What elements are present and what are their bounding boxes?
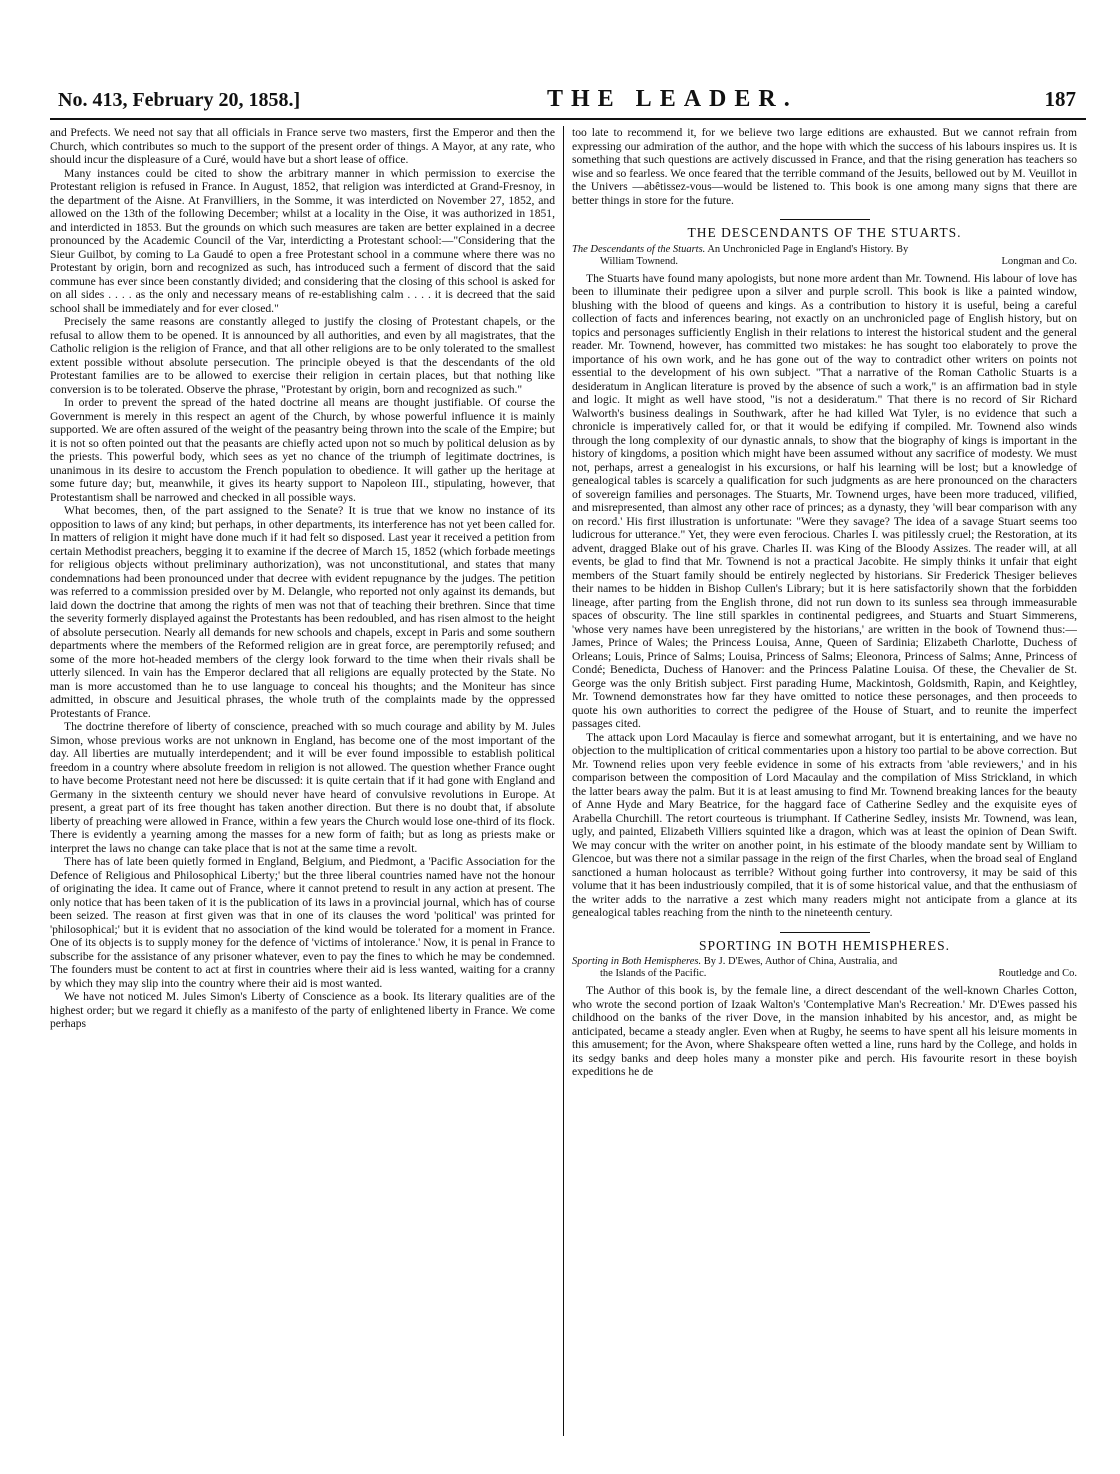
paragraph: Many instances could be cited to show the arbitrary manner in which permission to exercise the Protestant religion is refused in France. In August, 1852, that religion was interdicted at Grand-Fresnoy, in the department of the Aisne. At Franvilliers, in the Somme, it was interdicted on November 27, 1852, and allowed on the 13th of the following December; whilst at a locality in the Oise, it was authorized in 1851, and interdicted in 1853. But the grounds on which such measures are taken are better explained in a decree pronounced by the Academic Council of the Var, interdicting a Protestant school:—"Considering that the Sieur Guilbot, by coming to La Gaudé to open a free Protestant school in a commune where there was no Protestant by origin, born and recognized as such, has introduced such a ferment of discord that the said commune has ever since been constantly divided; and considering that the closing of this school is asked for on all sides . . . . as the only and necessary means of re-establishing calm . . . . it is decreed that the said school shall be immediately and for ever closed." <box>50 166 555 315</box>
issue-line: No. 413, February 20, 1858.] <box>58 89 301 111</box>
book-subtitle: By J. D'Ewes, Author of China, Australia, and <box>703 956 898 967</box>
paragraph: The doctrine therefore of liberty of conscience, preached with so much courage and ability by M. Jules Simon, whose previous works are not unknown in England, has become one of the most important of the day. All liberties are mutually interdependent; and it will be ever found impossible to establish political freedom in a country where absolute freedom in religion is not allowed. The question whether France ought to have become Protestant need not here be discussed: it is quite certain that if it had gone with England and Germany in the sixteenth century we should never have heard of convulsive revolutions in Europe. At present, a great part of its free thought has taken another direction. But there is no doubt that, if absolute liberty of preaching were allowed in France, within a few years the Church would lose one-third of its flock. There is evidently a yearning among the masses for a new form of faith; but as long as priests make or interpret the laws no change can take place that is not at the same time a revolt. <box>50 720 555 855</box>
book-citation-line2 <box>572 968 1077 980</box>
paragraph: too late to recommend it, for we believe two large editions are exhausted. But we cannot refrain from expressing our admiration of the author, and the hope with which the success of his labours inspires us. It is something that such questions are actively discussed in France, and that the rising generation has teachers so wise and so fearless. We once feared that the terrible command of the Jesuits, bellowed out by M. Veuillot in the Univers —abêtissez-vous—would be listened to. This book is one among many signs that there are better things in store for the future. <box>572 126 1077 207</box>
paragraph: We have not noticed M. Jules Simon's Liberty of Conscience as a book. Its literary qualities are of the highest order; but we regard it chiefly as a manifesto of the party of enlightened liberty in France. We come perhaps <box>50 990 555 1030</box>
book-publisher: Routledge and Co. <box>998 968 1077 979</box>
section-divider <box>780 219 870 220</box>
paragraph: The Author of this book is, by the female line, a direct descendant of the well-known Charles Cotton, who wrote the second portion of Izaak Walton's 'Contemplative Man's Recreation.' Mr. D'Ewes passed his childhood on the banks of the river Dove, in the mansion inhabited by his ancestor, and, as might be anticipated, became a steady angler. Even when at Rugby, he seems to have spent all his leisure moments in this amusement; for the Avon, where Shakspeare often wetted a line, runs hard by the College, and holds in its sedgy banks and deep holes many a monster pike and perch. His favourite resort in these boyish expeditions he de <box>572 984 1077 1078</box>
section-divider <box>780 932 870 933</box>
book-author: William Townend. <box>600 255 678 267</box>
paragraph: Precisely the same reasons are constantly alleged to justify the closing of Protestant chapels, or the refusal to allow them to be opened. It is announced by all authorities, and even by all magistrates, that the Catholic religion is the religion of France, and that all other religions are to be only tolerated to the smallest extent possible without absolute persecution. The principle obeyed is that the descendants of the old Protestant families are to be allowed to exercise their religion in certain places, but that nothing like conversion is to be tolerated. Observe the phrase, "Protestant by origin, born and recognized as such." <box>50 315 555 396</box>
book-subtitle: An Unchronicled Page in England's History. By <box>707 243 909 255</box>
paragraph: and Prefects. We need not say that all officials in France serve two masters, first the Emperor and then the Church, which contributes so much to the support of the present order of things. A Mayor, at any rate, who should incur the displeasure of a Curé, would have but a short lease of office. <box>50 126 555 166</box>
masthead <box>50 86 1086 120</box>
columns <box>50 126 1086 1436</box>
book-subtitle-2: the Islands of the Pacific. <box>600 968 707 979</box>
left-column <box>50 126 564 1436</box>
paragraph: The attack upon Lord Macaulay is fierce and somewhat arrogant, but it is entertaining, and we have no objection to the multiplication of critical commentaries upon a history too partial to be above correction. But Mr. Townend relies upon very feeble evidence in some of his extracts from 'able reviewers,' and in his comparison between the composition of Lord Macaulay and the compilation of Miss Strickland, in which the latter bears away the palm. But it is at least amusing to find Mr. Townend breaking lances for the beauty of Anne Hyde and Mary Beatrice, for the haggard face of Catherine Sedley and the exquisite eyes of Arabella Churchill. The retort courteous is triumphant. If Catherine Sedley, insists Mr. Townend, was lean, ugly, and painted, Elizabeth Villiers squinted like a dragon, which was at least the opinion of Dean Swift. We may concur with the writer on another point, in his estimate of the bloody mandate sent by William to Glencoe, but was there not a similar passage in the reign of the first Charles, when the broad seal of England sanctioned a human holocaust as terrible? Without going further into controversy, it may be said of this volume that it has been industriously compiled, that it is of some historical value, and that the enthusiasm of the writer adds to the narrative a zest which many readers might not anticipate from a glance at its genealogical tables reaching from the ninth to the nineteenth century. <box>572 730 1077 919</box>
book-title: Sporting in Both Hemispheres. <box>572 956 702 967</box>
book-title: The Descendants of the Stuarts. <box>572 243 706 255</box>
book-citation <box>572 244 1077 256</box>
paragraph: There has of late been quietly formed in England, Belgium, and Piedmont, a 'Pacific Association for the Defence of Religious and Philosophical Liberty;' but the three liberal countries named have not the honour of originating the idea. It came out of France, where it cannot pretend to result in any action at present. The only notice that has been taken of it is the publication of its laws in a provincial journal, which has of course been seized. The reason at first given was that in one of its clauses the word 'political' was printed for 'philosophical;' but it is evident that no association of the kind would be tolerated for a moment in France. One of its objects is to supply money for the defence of 'victims of intolerance.' Now, it is penal in France to subscribe for the assistance of any prisoner whatever, even to pay the fines to which he may be condemned. The founders must be content to act at first in countries where their aid is less wanted, waiting for a cranny by which they may slip into the country where their aid is most wanted. <box>50 855 555 990</box>
section-heading-sporting: SPORTING IN BOTH HEMISPHERES. <box>699 937 950 953</box>
section-heading-stuarts: THE DESCENDANTS OF THE STUARTS. <box>687 225 962 240</box>
paragraph: In order to prevent the spread of the hated doctrine all means are thought justifiable. Of course the Government is merely in this respect an agent of the Church, by whose powerful influence it is mainly supported. We are often assured of the weight of the peasantry being thrown into the scale of the Empire; but it is not so often pointed out that the peasants are chiefly acted upon not so much by political delusion as by the priests. This powerful body, which sees as yet no chance of the triumph of legitimate doctrines, is unanimous in its desire to accustom the French population to obedience. It will gather up the heritage at some future day; but, meanwhile, it gives its hearty support to Napoleon III., stipulating, however, that Protestantism shall be narrowed and checked in all possible ways. <box>50 396 555 504</box>
paragraph: What becomes, then, of the part assigned to the Senate? It is true that we know no instance of its opposition to laws of any kind; but perhaps, in other departments, its interference has not yet been called for. In matters of religion it might have done much if it had felt so disposed. Last year it received a petition from certain Methodist preachers, begging it to examine if the decree of March 15, 1852 (which forbade meetings for religious objects without preliminary authorization), was not unconstitutional, and states that many condemnations had been pronounced under that decree with evident repugnance by the judges. The petition was referred to a commission presided over by M. Delangle, who reported not only against its demands, but laid down the doctrine that among the rights of men was not that of teaching their brethren. Since that time the severity formerly displayed against the Protestants has been redoubled, and has risen almost to the height of absolute persecution. Nearly all demands for new schools and chapels, except in Paris and some southern departments where the members of the Reformed religion are in great force, are peremptorily refused; and some of the more hot-headed members of the clergy look forward to the time when their rivals shall be utterly silenced. In vain has the Emperor declared that all religions are equally protected by the State. No man is more accustomed than he to use language to conceal his thoughts; and the Moniteur has since admitted, in obscure and Jesuitical phrases, the whole truth of the complaints made by the oppressed Protestants of France. <box>50 504 555 720</box>
paragraph: The Stuarts have found many apologists, but none more ardent than Mr. Townend. His labour of love has been to illuminate their pedigree upon a silver and purple scroll. This book is like a painted window, blushing with the blood of queens and kings. As a contribution to history it is useful, being a careful collection of facts and inferences bearing, not exactly on an unchronicled page of English history, but on topics and personages sufficiently English in their relations to interest the historical student and the general reader. Mr. Townend, however, has committed two mistakes: he has sought too elaborately to prove the importance of his own work, and he has gone out of the way to contradict other writers on points not essential to the development of his own subject. "That a narrative of the Roman Catholic Stuarts is a desideratum in Anglican literature is proved by the absence of such a work," is an affirmation bad in style and logic. It might as well have stood, "is not a desideratum." That there is no record of Sir Richard Walworth's business dealings in Southwark, after he had killed Wat Tyler, is no evidence that such a chronicle is imperatively called for, or that it would be edifying if compiled. Mr. Townend also winds through the long complexity of our dynastic annals, to show that the biography of kings is important in the history of kingdoms, a position which might have been assumed without any sacrifice of modesty. We must not, perhaps, arrest a genealogist in his excursions, or half his learning will be lost; but a knowledge of genealogical tables is scarcely a qualification for such judgments as are here pronounced on the characters of sovereign families and personages. The Stuarts, Mr. Townend urges, have been more traduced, vilified, and misrepresented, than almost any other race of princes; as a dynasty, they 'will bear comparison with any on record.' His first illustration is unfortunate: "Were they savage? The idea of a savage Stuart seems too ludicrous for utterance." Yet, they were even ferocious. Charles I. was pitilessly cruel; the Restoration, at its advent, dragged Blake out of his grave. Charles II. was King of the Bloody Assizes. The reader will, at all events, be glad to find that Mr. Townend is not a practical Jacobite. He simply thinks it unfair that eight members of the Stuart family should be entirely neglected by historians. Sir Frederick Thesiger believes their names to be hidden in Bishop Cullen's Library; but it is here satisfactorily shown that the forbidden lineage, after parting from the English throne, did not run down to its sunless sea through immeasurable spaces of obscurity. The line still sparkles in continental pedigrees, and Stuarts and Stuart Simmerens, 'whose very names have been unregistered by the historians,' are written in the book of Townend thus:—James, Prince of Wales; the Princess Louisa, Anne, Queen of Sardinia; Elizabeth Charlotte, Duchess of Orleans; Louis, Prince of Salms; Louisa, Princess of Salms; Eleonora, Princess of Salms; Anne, Princess of Condé; Benedicta, Duchess of Hanover: and the Princess Palatine Louisa. Of these, the Chevalier de St. George was the only British subject. First parading Hume, Mackintosh, Goldsmith, Rapin, and Keightley, Mr. Townend demonstrates how far they have omitted to notice these personages, and then proceeds to quote his own authorities to correct the pedigree of the House of Stuart, and to reunite the imperfect passages cited. <box>572 271 1077 730</box>
book-publisher: Longman and Co. <box>1001 255 1077 267</box>
right-column <box>564 126 1077 1436</box>
book-citation-line2 <box>572 256 1077 268</box>
newspaper-title: THE LEADER. <box>547 86 798 112</box>
book-citation <box>572 956 1077 968</box>
page-number: 187 <box>1044 87 1076 111</box>
